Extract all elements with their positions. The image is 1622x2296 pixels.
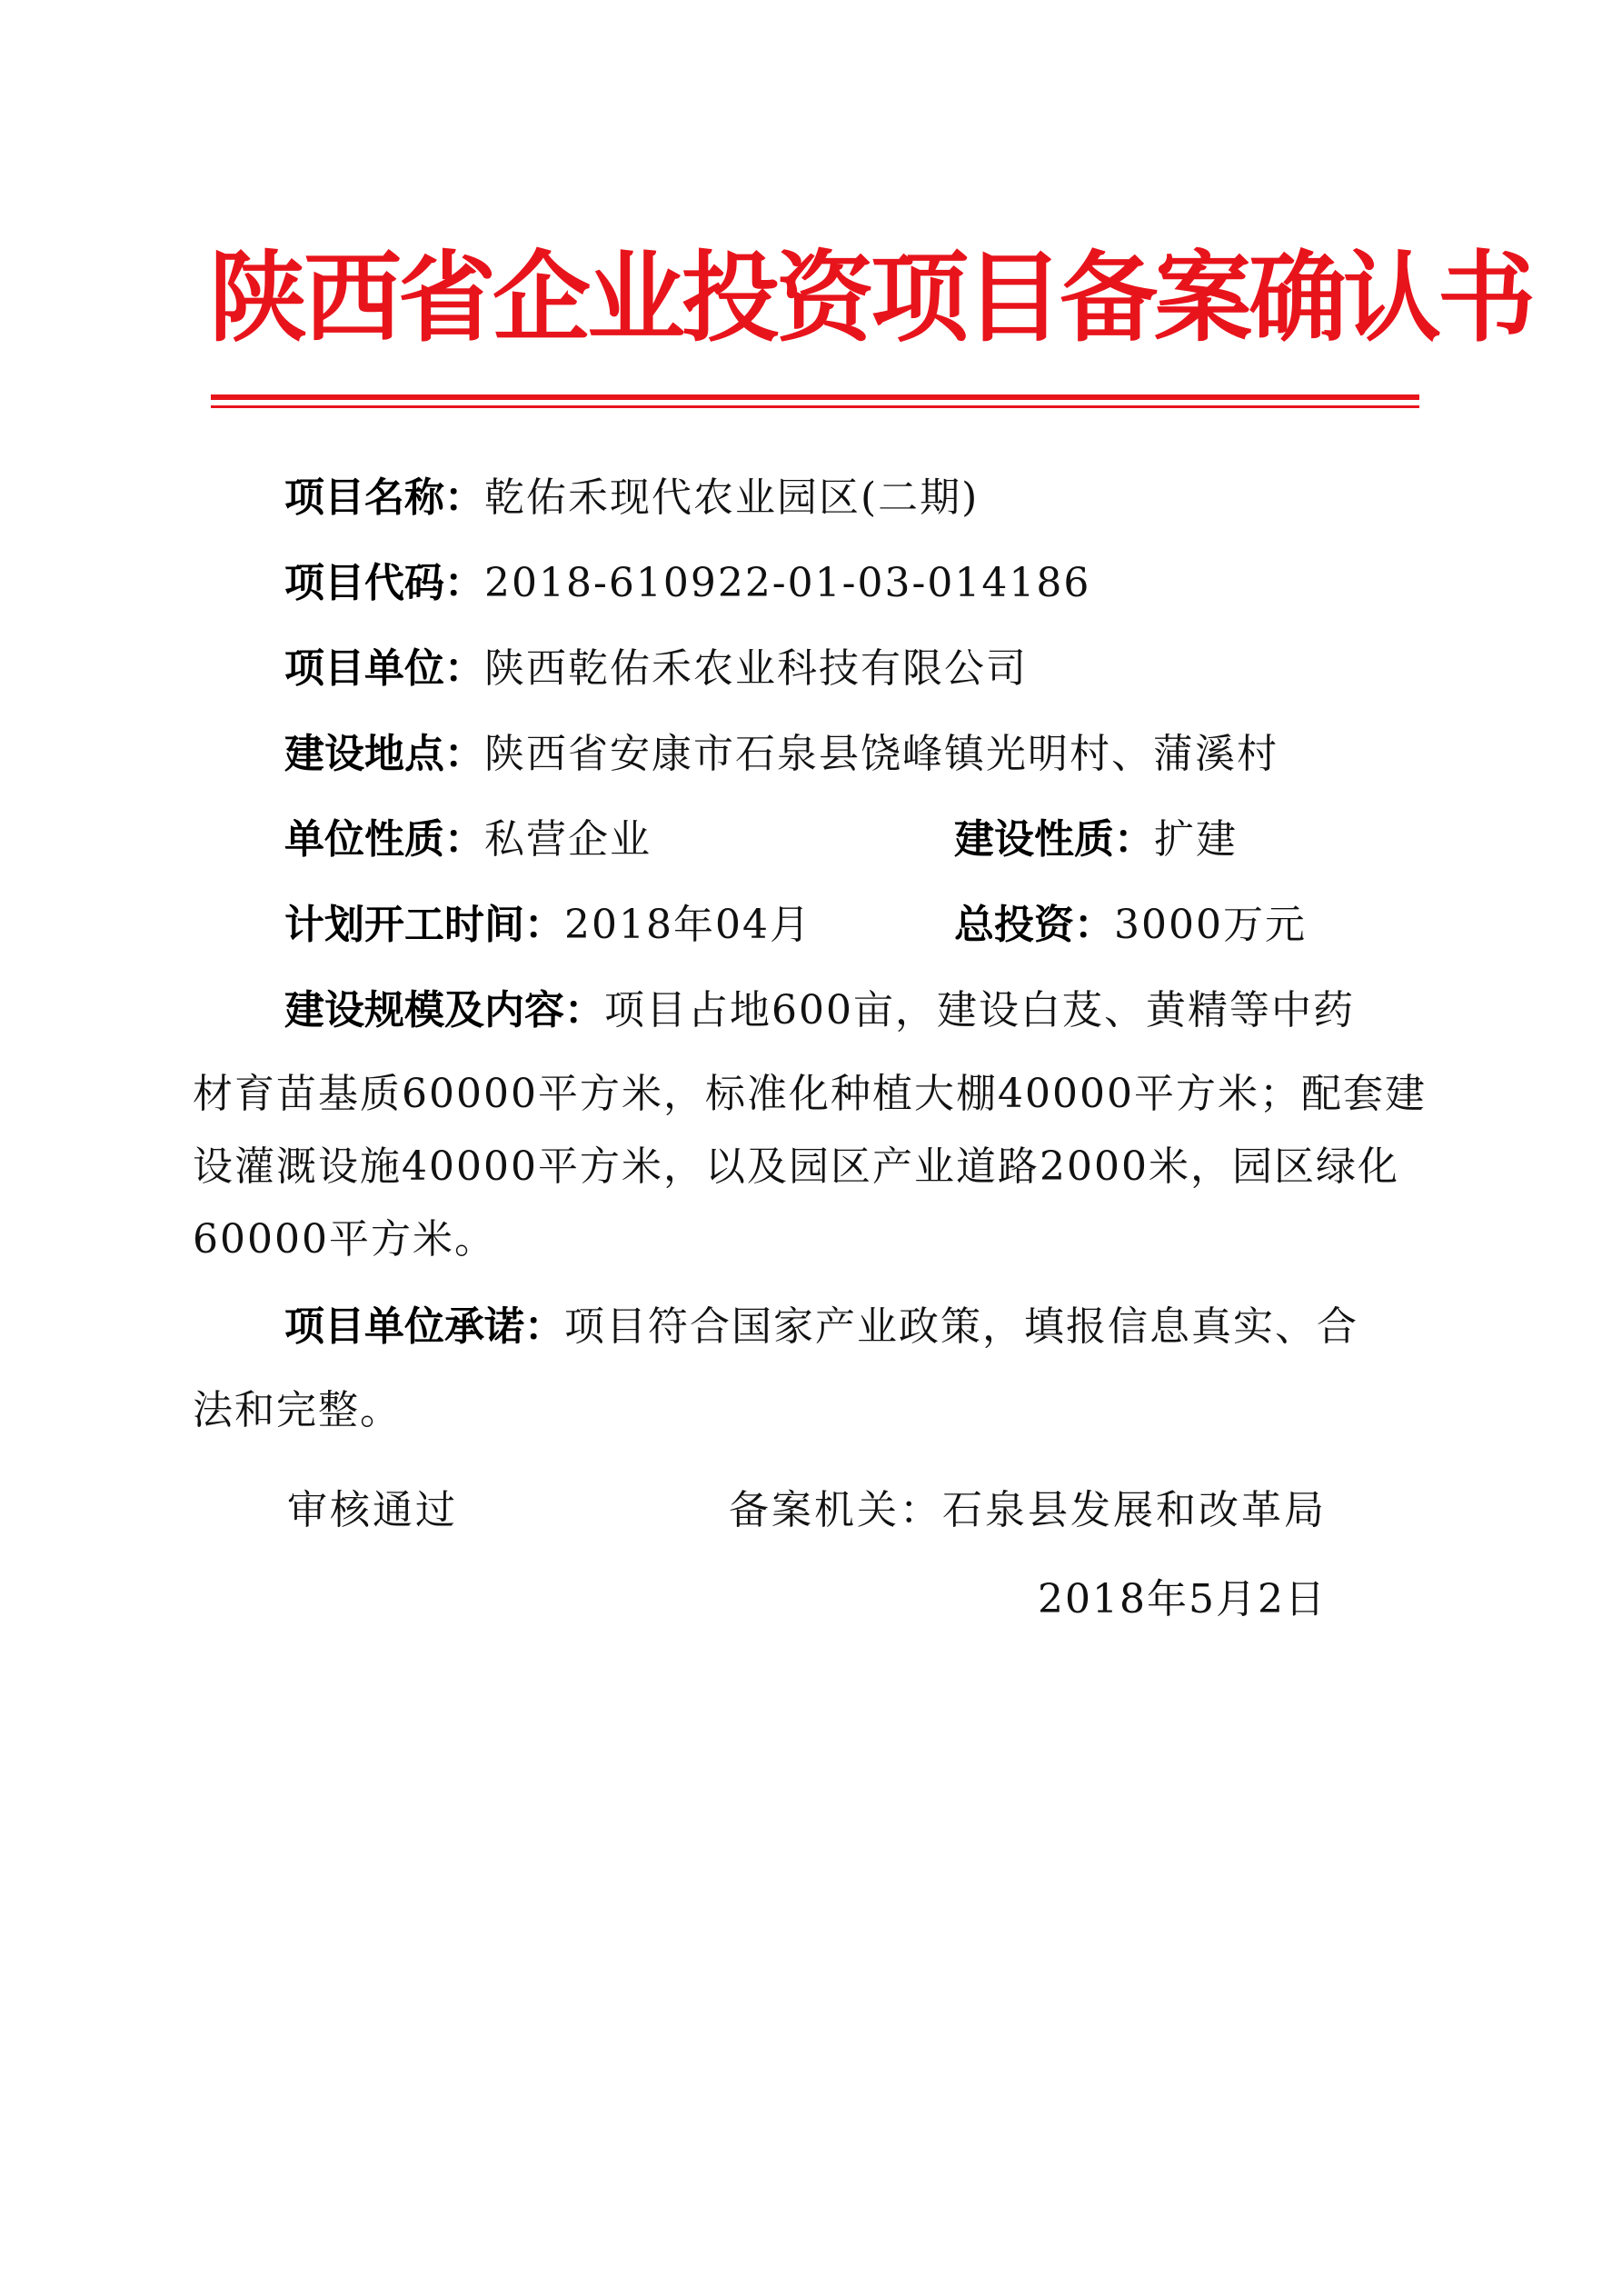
unit-nature-row xyxy=(284,813,652,867)
project-name-label: 项目名称： xyxy=(284,474,484,521)
location-value: 陕西省安康市石泉县饶峰镇光明村、蒲溪村 xyxy=(484,731,1279,777)
commitment-text-line-2: 法和完整。 xyxy=(193,1387,402,1433)
location-label: 建设地点： xyxy=(284,731,484,777)
project-unit-value: 陕西乾佑禾农业科技有限公司 xyxy=(484,645,1028,692)
project-name-value: 乾佑禾现代农业园区(二期) xyxy=(484,474,980,521)
construction-nature-row xyxy=(954,813,1238,867)
total-investment-row xyxy=(954,898,1307,953)
commitment-row xyxy=(284,1300,1358,1354)
project-unit-label: 项目单位： xyxy=(284,645,484,692)
start-time-value: 2018年04月 xyxy=(564,902,811,948)
title-divider-thick xyxy=(211,394,1419,400)
project-name-row xyxy=(284,471,979,525)
project-code-row xyxy=(284,556,1090,611)
construction-nature-value: 扩建 xyxy=(1154,816,1238,863)
scale-label: 建设规模及内容： xyxy=(284,987,604,1033)
unit-nature-label: 单位性质： xyxy=(284,816,484,863)
title-divider-thin xyxy=(211,405,1419,408)
filing-date: 2018年5月2日 xyxy=(1038,1576,1327,1622)
review-status: 审核通过 xyxy=(287,1487,458,1533)
project-code-value: 2018-610922-01-03-014186 xyxy=(484,560,1091,606)
filing-authority: 备案机关：石泉县发展和改革局 xyxy=(729,1487,1327,1533)
project-code-label: 项目代码： xyxy=(284,560,484,606)
construction-nature-label: 建设性质： xyxy=(954,816,1154,863)
commitment-label: 项目单位承诺： xyxy=(284,1303,564,1350)
scale-text-line-4: 60000平方米。 xyxy=(193,1216,496,1263)
commitment-text-line-1: 项目符合国家产业政策，填报信息真实、合 xyxy=(564,1303,1358,1350)
project-unit-row xyxy=(284,642,1028,696)
total-investment-label: 总投资： xyxy=(954,902,1114,948)
scale-text-line-2: 材育苗基质60000平方米，标准化种植大棚40000平方米；配套建 xyxy=(193,1071,1427,1117)
scale-row xyxy=(284,983,1355,1038)
scale-text-line-3: 设灌溉设施40000平方米，以及园区产业道路2000米，园区绿化 xyxy=(193,1143,1399,1190)
start-time-label: 计划开工时间： xyxy=(284,902,564,948)
unit-nature-value: 私营企业 xyxy=(484,816,652,863)
location-row xyxy=(284,727,1279,782)
start-time-row xyxy=(284,898,811,953)
document-title: 陕西省企业投资项目备案确认书 xyxy=(209,241,1533,355)
total-investment-value: 3000万元 xyxy=(1114,902,1307,948)
scale-text-line-1: 项目占地600亩，建设白芨、黄精等中药 xyxy=(604,987,1355,1033)
